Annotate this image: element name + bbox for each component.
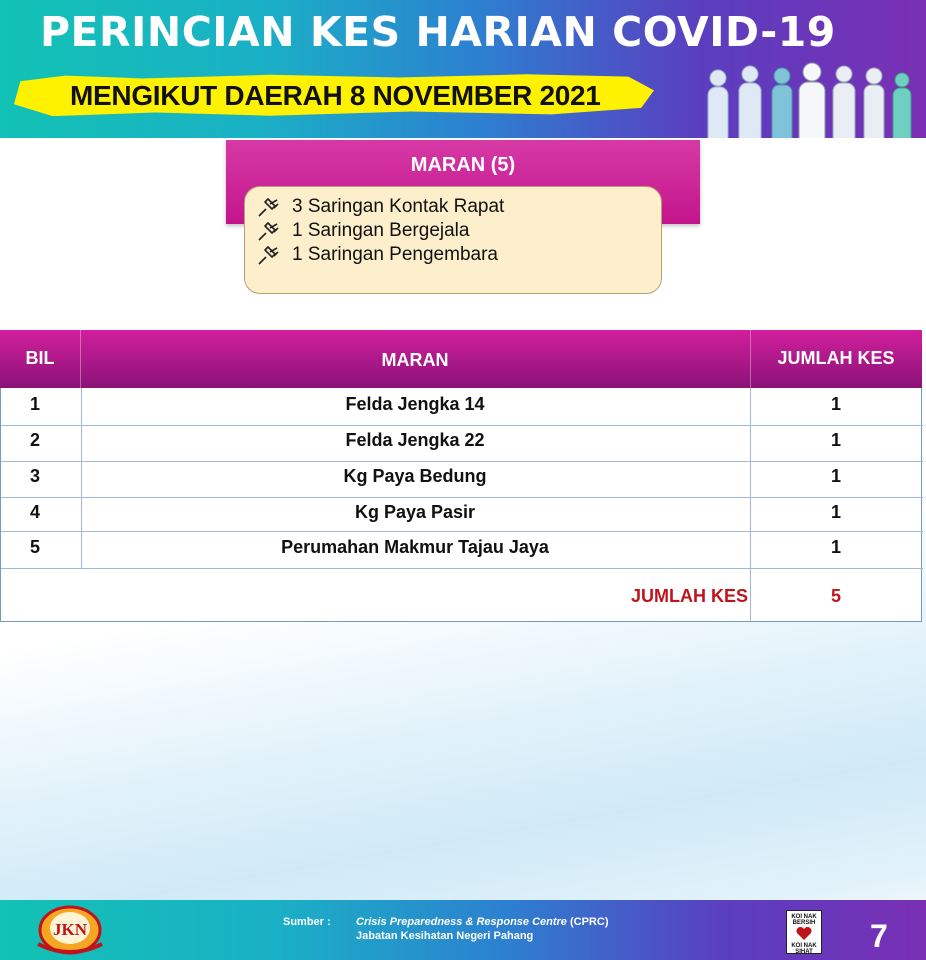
- row-divider: [1, 425, 923, 426]
- source-department: Jabatan Kesihatan Negeri Pahang: [356, 930, 534, 942]
- source-organization: [356, 916, 608, 928]
- cell-bil: 2: [30, 430, 41, 450]
- note-item: [256, 195, 504, 219]
- total-label: JUMLAH KES: [630, 586, 748, 606]
- cell-bil: 4: [30, 502, 41, 522]
- main-title: PERINCIAN KES HARIAN COVID-19: [40, 8, 836, 56]
- logo-text-top: KOI NAK BERSIH: [791, 914, 817, 926]
- note-text: 3 Saringan Kontak Rapat: [292, 196, 505, 217]
- column-header-location: MARAN: [381, 350, 449, 370]
- cell-cases: 1: [830, 537, 841, 557]
- cell-location: Felda Jengka 14: [345, 394, 485, 414]
- jkn-logo-text: JKN: [53, 920, 87, 939]
- pushpin-icon: [256, 220, 282, 242]
- cell-cases: 1: [830, 502, 841, 522]
- date-subtitle: MENGIKUT DAERAH 8 NOVEMBER 2021: [70, 80, 601, 111]
- cell-location: Felda Jengka 22: [345, 430, 485, 450]
- koi-nak-sihat-logo-icon: [786, 910, 822, 954]
- row-divider: [1, 568, 923, 569]
- row-divider: [1, 461, 923, 462]
- healthcare-workers-illustration: [688, 56, 926, 138]
- page-number: 7: [870, 918, 888, 954]
- cell-location: Kg Paya Bedung: [343, 466, 487, 486]
- cell-bil: 5: [30, 537, 41, 557]
- column-header-bil: BIL: [25, 348, 55, 368]
- source-org-abbrev: (CPRC): [569, 916, 609, 928]
- total-value: 5: [830, 586, 841, 606]
- district-title: MARAN (5): [410, 154, 516, 176]
- logo-text-bottom: KOI NAK SIHAT: [791, 943, 817, 955]
- heart-icon: [796, 927, 812, 941]
- note-item: [256, 219, 469, 243]
- cell-location: Perumahan Makmur Tajau Jaya: [281, 537, 549, 557]
- source-org-name: Crisis Preparedness & Response Centre: [356, 916, 567, 928]
- note-text: 1 Saringan Pengembara: [292, 244, 498, 265]
- cell-bil: 3: [30, 466, 41, 486]
- cell-cases: 1: [830, 430, 841, 450]
- pushpin-icon: [256, 244, 282, 266]
- pushpin-icon: [256, 196, 282, 218]
- cell-bil: 1: [30, 394, 41, 414]
- jkn-logo-icon: [26, 904, 114, 956]
- row-divider: [1, 531, 923, 532]
- cell-cases: 1: [830, 394, 841, 414]
- cell-cases: 1: [830, 466, 841, 486]
- cell-location: Kg Paya Pasir: [354, 502, 476, 522]
- note-item: [256, 243, 498, 267]
- note-text: 1 Saringan Bergejala: [292, 220, 470, 241]
- row-divider: [1, 497, 923, 498]
- column-header-cases: JUMLAH KES: [777, 348, 895, 368]
- source-label: Sumber :: [283, 916, 331, 928]
